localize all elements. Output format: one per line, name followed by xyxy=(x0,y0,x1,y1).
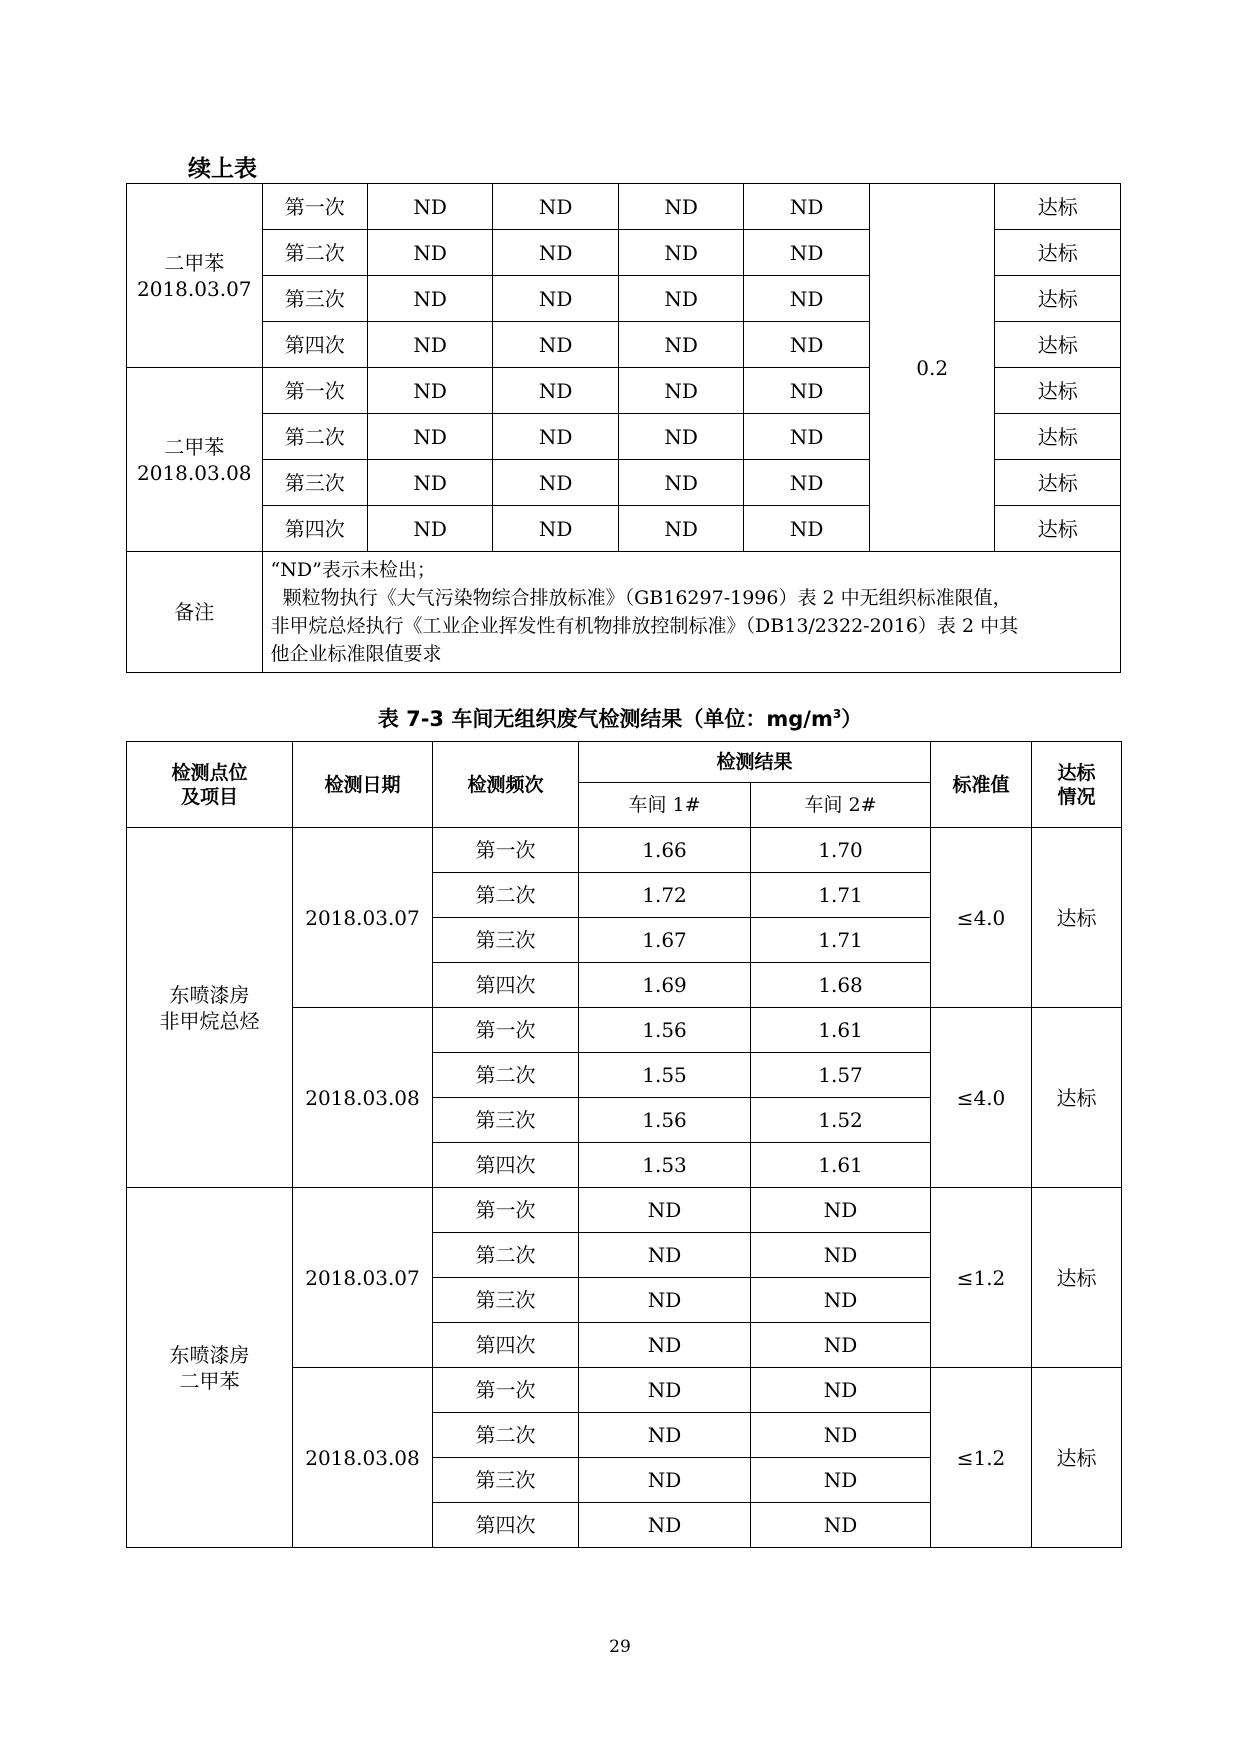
item-name: 非甲烷总烃 xyxy=(159,1008,260,1033)
value-cell: ND xyxy=(744,414,870,460)
date-cell: 2018.03.08 xyxy=(293,1008,433,1188)
pollutant-name: 二甲苯 xyxy=(164,434,225,459)
standard-value-cell: ≤1.2 xyxy=(931,1188,1032,1368)
value-cell: ND xyxy=(493,230,619,276)
frequency-cell: 第三次 xyxy=(433,918,579,963)
status-cell: 达标 xyxy=(995,184,1121,230)
frequency-cell: 第二次 xyxy=(262,230,367,276)
workshop-1-value: ND xyxy=(579,1188,751,1233)
continued-table-title: 续上表 xyxy=(188,156,257,182)
status-cell: 达标 xyxy=(995,460,1121,506)
date-cell: 2018.03.07 xyxy=(293,828,433,1008)
header-standard: 标准值 xyxy=(931,742,1032,828)
note-line: 颗粒物执行《大气污染物综合排放标准》（GB16297-1996）表 2 中无组织标准限值， xyxy=(270,587,1012,609)
frequency-cell: 第一次 xyxy=(262,368,367,414)
date-cell: 2018.03.08 xyxy=(293,1368,433,1548)
value-cell: ND xyxy=(744,230,870,276)
frequency-cell: 第三次 xyxy=(433,1458,579,1503)
value-cell: ND xyxy=(367,322,493,368)
note-content xyxy=(262,552,1120,673)
workshop-1-value: 1.67 xyxy=(579,918,751,963)
value-cell: ND xyxy=(618,322,744,368)
date-cell: 2018.03.07 xyxy=(293,1188,433,1368)
value-cell: ND xyxy=(493,506,619,552)
frequency-cell: 第二次 xyxy=(433,873,579,918)
frequency-cell: 第三次 xyxy=(433,1098,579,1143)
note-line: “ND”表示未检出； xyxy=(270,559,436,581)
workshop-2-value: ND xyxy=(751,1278,931,1323)
value-cell: ND xyxy=(367,276,493,322)
value-cell: ND xyxy=(493,276,619,322)
frequency-cell: 第四次 xyxy=(433,963,579,1008)
value-cell: ND xyxy=(618,506,744,552)
frequency-cell: 第二次 xyxy=(433,1053,579,1098)
frequency-cell: 第一次 xyxy=(433,1368,579,1413)
caption-superscript: 3 xyxy=(832,707,842,721)
workshop-2-value: 1.61 xyxy=(751,1143,931,1188)
value-cell: ND xyxy=(744,460,870,506)
workshop-1-value: 1.72 xyxy=(579,873,751,918)
frequency-cell: 第四次 xyxy=(262,506,367,552)
value-cell: ND xyxy=(744,276,870,322)
status-cell: 达标 xyxy=(995,368,1121,414)
frequency-cell: 第三次 xyxy=(433,1278,579,1323)
standard-value-cell: ≤1.2 xyxy=(931,1368,1032,1548)
status-cell: 达标 xyxy=(1032,828,1122,1008)
frequency-cell: 第四次 xyxy=(262,322,367,368)
continued-table xyxy=(126,183,1121,673)
frequency-cell: 第一次 xyxy=(433,828,579,873)
status-cell: 达标 xyxy=(995,276,1121,322)
value-cell: ND xyxy=(618,184,744,230)
point-name: 东喷漆房 xyxy=(169,982,250,1007)
header-date: 检测日期 xyxy=(293,742,433,828)
caption-text: 表 7-3 车间无组织废气检测结果（单位：mg/m xyxy=(377,707,833,731)
pollutant-date-cell xyxy=(127,184,263,368)
status-cell: 达标 xyxy=(995,322,1121,368)
header-workshop-1: 车间 1# xyxy=(579,783,751,828)
workshop-2-value: ND xyxy=(751,1458,931,1503)
standard-value-cell: ≤4.0 xyxy=(931,828,1032,1008)
point-name: 东喷漆房 xyxy=(169,1342,250,1367)
workshop-2-value: ND xyxy=(751,1413,931,1458)
frequency-cell: 第四次 xyxy=(433,1143,579,1188)
note-line: 非甲烷总烃执行《工业企业挥发性有机物排放控制标准》（DB13/2322-2016）表 2 中其 xyxy=(270,615,1019,637)
value-cell: ND xyxy=(367,460,493,506)
note-line: 他企业标准限值要求 xyxy=(270,643,442,665)
workshop-2-value: ND xyxy=(751,1323,931,1368)
table-7-3-caption xyxy=(0,703,1240,733)
value-cell: ND xyxy=(493,368,619,414)
workshop-2-value: ND xyxy=(751,1503,931,1548)
value-cell: ND xyxy=(618,414,744,460)
frequency-cell: 第四次 xyxy=(433,1323,579,1368)
workshop-1-value: 1.66 xyxy=(579,828,751,873)
status-cell: 达标 xyxy=(995,230,1121,276)
header-point-line1: 检测点位 xyxy=(171,761,248,784)
workshop-2-value: 1.52 xyxy=(751,1098,931,1143)
header-point-line2: 及项目 xyxy=(180,785,238,808)
page-number: 29 xyxy=(609,1637,631,1657)
item-name: 二甲苯 xyxy=(179,1368,240,1393)
workshop-2-value: ND xyxy=(751,1188,931,1233)
point-item-cell xyxy=(127,828,293,1188)
value-cell: ND xyxy=(744,322,870,368)
workshop-1-value: ND xyxy=(579,1368,751,1413)
frequency-cell: 第三次 xyxy=(262,276,367,322)
workshop-1-value: 1.56 xyxy=(579,1008,751,1053)
value-cell: ND xyxy=(618,276,744,322)
workshop-2-value: 1.71 xyxy=(751,873,931,918)
sample-date: 2018.03.07 xyxy=(137,276,252,301)
value-cell: ND xyxy=(493,414,619,460)
table-7-3 xyxy=(126,741,1122,1548)
note-row xyxy=(127,552,1121,673)
header-workshop-2: 车间 2# xyxy=(751,783,931,828)
workshop-2-value: 1.68 xyxy=(751,963,931,1008)
value-cell: ND xyxy=(744,368,870,414)
frequency-cell: 第二次 xyxy=(433,1413,579,1458)
frequency-cell: 第三次 xyxy=(262,460,367,506)
workshop-2-value: ND xyxy=(751,1233,931,1278)
header-freq: 检测频次 xyxy=(433,742,579,828)
workshop-1-value: ND xyxy=(579,1413,751,1458)
table-row xyxy=(127,828,1122,873)
frequency-cell: 第二次 xyxy=(433,1233,579,1278)
value-cell: ND xyxy=(367,368,493,414)
workshop-1-value: 1.56 xyxy=(579,1098,751,1143)
value-cell: ND xyxy=(618,230,744,276)
workshop-1-value: 1.69 xyxy=(579,963,751,1008)
workshop-1-value: ND xyxy=(579,1323,751,1368)
header-row xyxy=(127,742,1122,783)
value-cell: ND xyxy=(618,460,744,506)
value-cell: ND xyxy=(493,184,619,230)
workshop-2-value: 1.71 xyxy=(751,918,931,963)
frequency-cell: 第一次 xyxy=(262,184,367,230)
value-cell: ND xyxy=(367,230,493,276)
point-item-cell xyxy=(127,1188,293,1548)
workshop-2-value: ND xyxy=(751,1368,931,1413)
value-cell: ND xyxy=(744,184,870,230)
workshop-2-value: 1.70 xyxy=(751,828,931,873)
value-cell: ND xyxy=(493,322,619,368)
value-cell: ND xyxy=(493,460,619,506)
header-status-line1: 达标 xyxy=(1057,761,1096,784)
workshop-1-value: ND xyxy=(579,1458,751,1503)
status-cell: 达标 xyxy=(995,506,1121,552)
sample-date: 2018.03.08 xyxy=(137,460,252,485)
standard-value-cell: 0.2 xyxy=(869,184,995,552)
standard-value-cell: ≤4.0 xyxy=(931,1008,1032,1188)
caption-close: ） xyxy=(841,707,863,731)
status-cell: 达标 xyxy=(1032,1368,1122,1548)
header-point xyxy=(127,742,293,828)
note-label: 备注 xyxy=(127,552,263,673)
value-cell: ND xyxy=(367,184,493,230)
frequency-cell: 第一次 xyxy=(433,1008,579,1053)
table-row xyxy=(127,1188,1122,1233)
workshop-1-value: 1.55 xyxy=(579,1053,751,1098)
pollutant-name: 二甲苯 xyxy=(164,250,225,275)
workshop-2-value: 1.61 xyxy=(751,1008,931,1053)
value-cell: ND xyxy=(367,414,493,460)
frequency-cell: 第四次 xyxy=(433,1503,579,1548)
table-row xyxy=(127,184,1121,230)
workshop-1-value: ND xyxy=(579,1503,751,1548)
status-cell: 达标 xyxy=(995,414,1121,460)
header-result: 检测结果 xyxy=(579,742,931,783)
header-status xyxy=(1032,742,1122,828)
workshop-1-value: 1.53 xyxy=(579,1143,751,1188)
frequency-cell: 第二次 xyxy=(262,414,367,460)
value-cell: ND xyxy=(744,506,870,552)
workshop-2-value: 1.57 xyxy=(751,1053,931,1098)
pollutant-date-cell xyxy=(127,368,263,552)
status-cell: 达标 xyxy=(1032,1008,1122,1188)
workshop-1-value: ND xyxy=(579,1233,751,1278)
value-cell: ND xyxy=(367,506,493,552)
header-status-line2: 情况 xyxy=(1057,785,1096,808)
workshop-1-value: ND xyxy=(579,1278,751,1323)
status-cell: 达标 xyxy=(1032,1188,1122,1368)
value-cell: ND xyxy=(618,368,744,414)
frequency-cell: 第一次 xyxy=(433,1188,579,1233)
